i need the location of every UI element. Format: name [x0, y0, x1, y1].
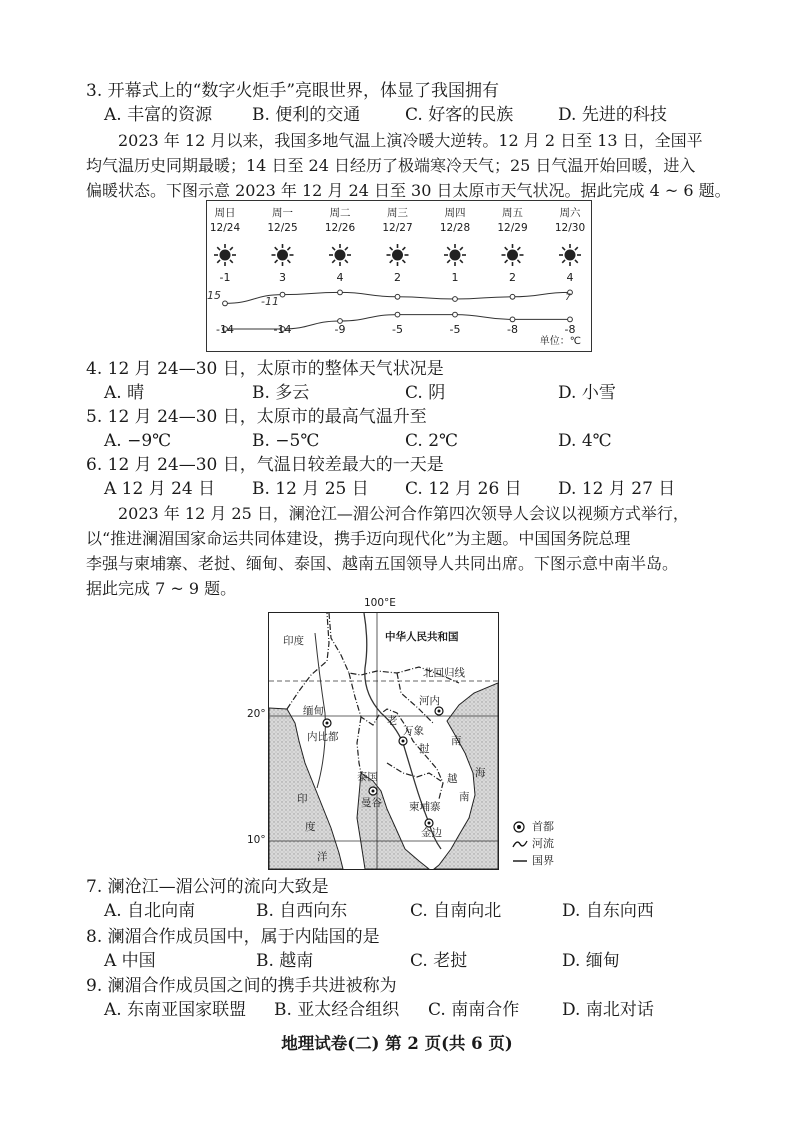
- page-footer: 地理试卷(二) 第 2 页(共 6 页): [281, 1034, 513, 1053]
- label-bangkok: 曼谷: [361, 797, 382, 809]
- weekday-label: 周日: [214, 207, 236, 219]
- high-temp-line-point: [453, 297, 458, 302]
- q9-option-d[interactable]: D. 南北对话: [562, 1000, 654, 1020]
- date-label: 12/28: [439, 222, 471, 234]
- high-temp-label: 2: [394, 271, 401, 284]
- sunny-icon: [444, 244, 466, 266]
- q8-option-a[interactable]: A 中国: [104, 951, 156, 971]
- weekday-label: 周四: [444, 207, 466, 219]
- label-myanmar: 缅甸: [303, 705, 324, 717]
- q5-option-d[interactable]: D. 4℃: [558, 431, 612, 451]
- sunny-icon: [329, 244, 351, 266]
- low-temp-label: -5: [449, 323, 461, 336]
- q9-option-a[interactable]: A. 东南亚国家联盟: [104, 1000, 247, 1020]
- border-symbol-icon: [512, 854, 528, 868]
- q3-option-d[interactable]: D. 先进的科技: [558, 105, 667, 125]
- q5-option-b[interactable]: B. −5℃: [252, 431, 320, 451]
- q3-option-b[interactable]: B. 便利的交通: [252, 105, 361, 125]
- passage1-line3: 偏暖状态。下图示意 2023 年 12 月 24 日至 30 日太原市天气状况。据此完成 4 ~ 6 题。: [86, 181, 731, 200]
- temperature-unit: 单位：℃: [539, 336, 581, 347]
- q3-stem: 3. 开幕式上的“数字火炬手”亮眼世界，体显了我国拥有: [86, 81, 500, 101]
- legend-river-label: 河流: [532, 837, 554, 850]
- sunny-icon: [272, 244, 294, 266]
- q4-option-d[interactable]: D. 小雪: [558, 383, 616, 403]
- q8-option-c[interactable]: C. 老挝: [410, 951, 468, 971]
- weekday-label: 周二: [329, 207, 351, 219]
- map-drawing: [269, 613, 498, 869]
- indochina-map: [268, 612, 499, 870]
- label-china: 中华人民共和国: [385, 631, 459, 643]
- q5-stem: 5. 12 月 24—30 日，太原市的最高气温升至: [86, 407, 427, 427]
- sunny-icon: [214, 244, 236, 266]
- weekday-label: 周三: [387, 207, 408, 219]
- q9-stem: 9. 澜湄合作成员国之间的携手共进被称为: [86, 976, 397, 996]
- high-temp-label: 4: [566, 271, 574, 284]
- date-label: 12/27: [382, 222, 413, 234]
- sunny-icon: [559, 244, 581, 266]
- q5-option-a[interactable]: A. −9℃: [104, 431, 172, 451]
- low-temp-label: -14: [216, 323, 234, 336]
- date-label: 12/30: [554, 222, 586, 234]
- label-india: 印度: [283, 635, 304, 647]
- q8-stem: 8. 澜湄合作成员国中，属于内陆国的是: [86, 927, 380, 947]
- q6-stem: 6. 12 月 24—30 日，气温日较差最大的一天是: [86, 455, 444, 475]
- handwritten-note-7: 7: [565, 293, 571, 303]
- weekday-label: 周五: [502, 207, 523, 219]
- q6-option-b[interactable]: B. 12 月 25 日: [252, 479, 369, 499]
- label-indian-ocean-1: 印: [297, 793, 308, 805]
- high-temp-line-point: [338, 290, 343, 295]
- q7-option-b[interactable]: B. 自西向东: [256, 901, 348, 921]
- high-temp-label: 3: [279, 271, 286, 284]
- sunny-icon: [387, 244, 409, 266]
- q4-stem: 4. 12 月 24—30 日，太原市的整体天气状况是: [86, 359, 444, 379]
- passage2-line1: 2023 年 12 月 25 日，澜沧江—湄公河合作第四次领导人会议以视频方式举行，: [118, 504, 689, 523]
- weekday-label: 周一: [272, 207, 293, 219]
- low-temp-label: -14: [273, 323, 292, 336]
- map-legend: [512, 818, 554, 869]
- passage1-line1: 2023 年 12 月以来，我国多地气温上演冷暖大逆转。12 月 2 日至 13 日，全国平: [118, 131, 703, 150]
- handwritten-note-15: 15: [207, 289, 221, 302]
- q3-option-a[interactable]: A. 丰富的资源: [104, 105, 213, 125]
- q6-option-c[interactable]: C. 12 月 26 日: [405, 479, 522, 499]
- capital-symbol-icon: [512, 820, 526, 834]
- q8-option-d[interactable]: D. 缅甸: [562, 951, 620, 971]
- passage2-line2: 以“推进澜湄国家命运共同体建设，携手迈向现代化”为主题。中国国务院总理: [86, 529, 631, 548]
- q9-option-c[interactable]: C. 南南合作: [428, 1000, 520, 1020]
- q3-option-c[interactable]: C. 好客的民族: [405, 105, 514, 125]
- label-phnompenh: 金边: [421, 827, 442, 839]
- high-temp-label: -1: [219, 271, 231, 284]
- label-south: 南: [451, 735, 462, 747]
- q7-option-c[interactable]: C. 自南向北: [410, 901, 502, 921]
- label-thailand: 泰国: [357, 771, 378, 783]
- label-vietnam-2: 南: [459, 791, 470, 803]
- date-label: 12/26: [324, 222, 356, 234]
- weather-chart: [206, 200, 592, 352]
- date-label: 12/29: [497, 222, 528, 234]
- passage1-line2: 均气温历史同期最暖；14 日至 24 日经历了极端寒冷天气；25 日气温开始回暖，进入: [86, 156, 696, 175]
- high-temp-line-point: [395, 294, 400, 299]
- q7-stem: 7. 澜沧江—湄公河的流向大致是: [86, 877, 329, 897]
- passage2-line3: 李强与柬埔寨、老挝、缅甸、泰国、越南五国领导人共同出席。下图示意中南半岛。: [86, 554, 679, 573]
- label-wo: 挝: [419, 743, 430, 755]
- q7-option-d[interactable]: D. 自东向西: [562, 901, 654, 921]
- q6-option-a[interactable]: A 12 月 24 日: [104, 479, 216, 499]
- high-temp-label: 1: [451, 271, 459, 284]
- low-temp-line-point: [510, 317, 515, 322]
- q5-option-c[interactable]: C. 2℃: [405, 431, 459, 451]
- map-longitude-100e: 100°E: [364, 597, 396, 609]
- map-latitude-20: 20°: [247, 708, 266, 720]
- q4-option-c[interactable]: C. 阴: [405, 383, 446, 403]
- high-temp-line-point: [510, 294, 515, 299]
- q7-option-a[interactable]: A. 自北向南: [104, 901, 196, 921]
- weekday-label: 周六: [559, 207, 581, 219]
- date-label: 12/24: [209, 222, 241, 234]
- q4-option-b[interactable]: B. 多云: [252, 383, 310, 403]
- handwritten-note-11: -11: [261, 295, 279, 308]
- legend-capital: [512, 818, 554, 835]
- label-hanoi: 河内: [419, 695, 440, 707]
- river-symbol-icon: [512, 837, 528, 851]
- low-temp-line-point: [453, 312, 458, 317]
- sunny-icon: [502, 244, 524, 266]
- label-indian-ocean-3: 洋: [317, 851, 328, 863]
- map-latitude-10: 10°: [247, 834, 266, 846]
- legend-border: [512, 852, 554, 869]
- low-temp-label: -5: [392, 323, 403, 336]
- date-label: 12/25: [267, 222, 298, 234]
- high-temp-label: 2: [509, 271, 516, 284]
- label-naypyidaw: 内比都: [307, 731, 339, 743]
- label-sea: 海: [475, 767, 486, 779]
- low-temp-label: -8: [564, 323, 576, 336]
- label-lao: 老: [387, 715, 398, 727]
- legend-river: [512, 835, 554, 852]
- legend-capital-label: 首都: [532, 820, 554, 833]
- passage2-line4: 据此完成 7 ~ 9 题。: [86, 579, 237, 598]
- low-temp-line-point: [395, 312, 400, 317]
- low-temp-label: -8: [507, 323, 518, 336]
- high-temp-label: 4: [336, 271, 344, 284]
- q9-option-b[interactable]: B. 亚太经合组织: [274, 1000, 400, 1020]
- q4-option-a[interactable]: A. 晴: [104, 383, 145, 403]
- label-vietnam-1: 越: [447, 773, 458, 785]
- label-cambodia: 柬埔寨: [409, 801, 441, 813]
- low-temp-line-point: [568, 317, 573, 322]
- label-tropic: 北回归线: [423, 667, 465, 679]
- label-indian-ocean-2: 度: [305, 821, 316, 833]
- low-temp-label: -9: [334, 323, 346, 336]
- legend-border-label: 国界: [532, 854, 554, 867]
- label-vientiane: 万象: [403, 725, 424, 737]
- q8-option-b[interactable]: B. 越南: [256, 951, 314, 971]
- q6-option-d[interactable]: D. 12 月 27 日: [558, 479, 676, 499]
